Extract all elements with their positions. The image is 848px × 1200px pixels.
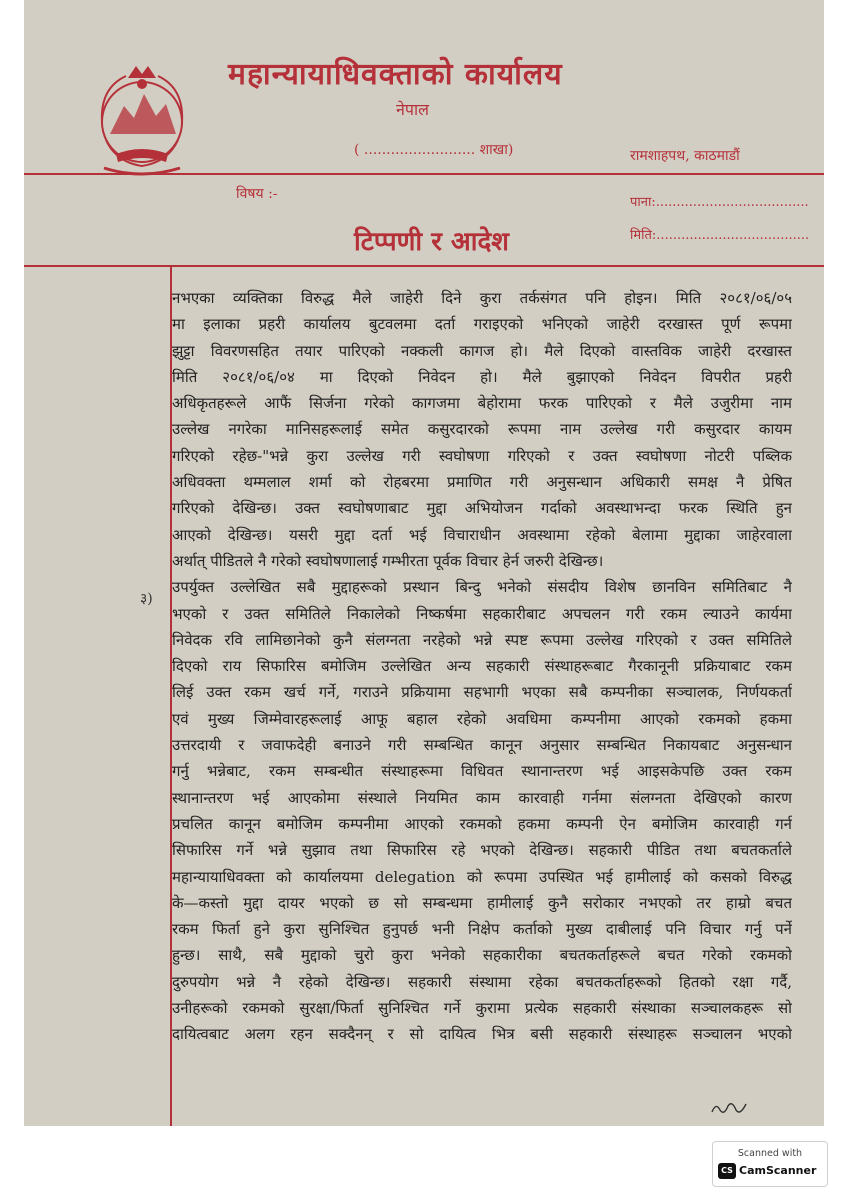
page-number-field: पाना:..................................... — [630, 195, 809, 210]
document-page — [24, 0, 824, 1126]
body-line: नभएका व्यक्तिका विरुद्ध मैले जाहेरी दिने कुरा तर्कसंगत पनि होइन। मिति २०८१/०६/०५ — [172, 289, 792, 307]
scanner-name: CamScanner — [739, 1164, 817, 1177]
header-divider — [24, 173, 824, 175]
body-line: लिई उक्त रकम खर्च गर्ने, गराउने प्रक्रियामा सहभागी भएका सबै कम्पनीका सञ्चालक, निर्णयकर्ता — [172, 683, 792, 702]
body-line: अधिवक्ता थम्मलाल शर्मा को रोहबरमा प्रमाणित गरी अनुसन्धान अधिकारी समक्ष नै प्रेषित — [172, 473, 792, 492]
body-line: प्रचलित कानून बमोजिम कम्पनीमा आएको रकमको हकमा कम्पनी ऐन बमोजिम कारवाही गर्न — [172, 814, 792, 833]
body-line: भएको र उक्त समितिले निकालेको निष्कर्षमा सहकारीबाट अपचलन गरी रकम ल्याउने कार्यमा — [172, 604, 792, 623]
body-line: रकम फिर्ता हुने कुरा सुनिश्चित हुनुपर्छ भनी निक्षेप कर्ताको मुख्य दाबीलाई पनि विचार गर्नु पर्ने — [172, 920, 792, 939]
page-heading: टिप्पणी र आदेश — [354, 227, 509, 257]
body-line: झुट्टा विवरणसहित तयार पारिएको नक्कली कागज हो। मैले दिएको वास्तविक जाहेरी दरखास्त — [172, 341, 792, 360]
body-line: मा इलाका प्रहरी कार्यालय बुटवलमा दर्ता गराइएको भनिएको जाहेरी दरखास्त पूर्ण रूपमा — [172, 315, 792, 334]
handwritten-initial — [708, 1098, 752, 1118]
body-line: महान्यायाधिवक्ता को कार्यालयमा delegation को रूपमा उपस्थित भई हामीलाई को कसको विरुद्ध — [172, 867, 792, 886]
body-line: दायित्वबाट अलग रहन सक्दैनन् र सो दायित्व भित्र बसी सहकारी संस्थाहरू सञ्चालन भएको — [172, 1025, 792, 1044]
note-body — [172, 285, 792, 1048]
heading-divider — [24, 265, 824, 267]
camscanner-badge — [712, 1141, 828, 1187]
body-line: उल्लेख नगरेका मानिसहरूलाई समेत कसुरदारको रूपमा नाम उल्लेख गरी कसुरदार कायम — [172, 420, 792, 439]
body-line: सिफारिस गर्ने भन्ने सुझाव तथा सिफारिस रहे भएको देखिन्छ। सहकारी पीडित तथा बचतकर्ताले — [172, 841, 792, 860]
body-line: एवं मुख्य जिम्मेवारहरूलाई आफू बहाल रहेको अवधिमा कम्पनीमा आएको रकमको हकमा — [172, 709, 792, 728]
body-line: गरिएको रहेछ-"भन्ने कुरा उल्लेख गरी स्वघोषणा गरिएको र उक्त स्वघोषणा नोटरी पब्लिक — [172, 446, 792, 465]
body-line: दुरुपयोग भन्ने नै रहेको देखिन्छ। सहकारी संस्थामा रहेका बचतकर्ताहरूको हितको रक्षा गर्दै, — [172, 972, 792, 991]
nepal-emblem-icon — [86, 58, 198, 182]
point-marker: ३) — [140, 591, 153, 607]
office-title: महान्यायाधिवक्ताको कार्यालय — [228, 57, 563, 92]
body-line: उपर्युक्त उल्लेखित सबै मुद्दाहरूको प्रस्थान बिन्दु भनेको संसदीय विशेष छानविन समितिबाट नै — [172, 578, 792, 597]
body-line: हुन्छ। साथै, सबै मुद्दाको चुरो कुरा भनेको सहकारीका बचतकर्ताहरूले बचत गरेको रकमको — [172, 946, 792, 965]
body-line: अधिकृतहरूले आफैं सिर्जना गरेको कागजमा बेहोरामा फरक पारिएको र मैले उजुरीमा नाम — [172, 394, 792, 413]
country-label: नेपाल — [396, 100, 429, 119]
body-line: मिति २०८१/०६/०४ मा दिएको निवेदन हो। मैले बुझाएको निवेदन विपरीत प्रहरी — [172, 367, 792, 386]
body-line: दिएको राय सिफारिस बमोजिम उल्लेखित अन्य सहकारी संस्थाहरूबाट गैरकानूनी प्रक्रियाबाट रकम — [172, 657, 792, 676]
body-line: उत्तरदायी र जवाफदेही बनाउने गरी सम्बन्धित कानून अनुसार सम्बन्धित निकायबाट अनुसन्धान — [172, 736, 792, 755]
body-line: अर्थात् पीडितले नै गरेको स्वघोषणालाई गम्भीरता पूर्वक विचार हेर्न जरुरी देखिन्छ। — [172, 551, 604, 570]
body-line: स्थानान्तरण भई आएकोमा संस्थाले नियमित काम कारवाही गर्नमा संलग्नता देखिएको कारण — [172, 788, 792, 807]
body-line: गर्नु भन्नेबाट, रकम सम्बन्धीत संस्थाहरूमा विधिवत स्थानान्तरण भई आइसकेपछि उक्त रकम — [172, 762, 792, 781]
body-line: आएको देखिन्छ। यसरी मुद्दा दर्ता भई विचाराधीन अवस्थामा रहेको बेलामा मुद्दाका जाहेरवाला — [172, 525, 792, 544]
subject-label: विषय :- — [236, 186, 278, 202]
scanner-caption: Scanned with — [737, 1148, 803, 1159]
branch-label: ( ......................... शाखा) — [354, 142, 514, 158]
office-address: रामशाहपथ, काठमाडौं — [630, 148, 740, 164]
date-field: मिति:..................................... — [630, 228, 810, 243]
body-line: उनीहरूको रकमको सुरक्षा/फिर्ता सुनिश्चित गर्ने कुरामा प्रत्येक सहकारी संस्थाका सञ्चालकहरू सो — [172, 999, 792, 1018]
body-line: गरिएको देखिन्छ। उक्त स्वघोषणाबाट मुद्दा अभियोजन गर्दाको अवस्थाभन्दा फरक स्थिति हुन — [172, 499, 792, 518]
body-line: के—कस्तो मुद्दा दायर भएको छ सो सम्बन्धमा हामीलाई कुनै सरोकार नभएको तर हाम्रो बचत — [172, 893, 792, 912]
camscanner-logo-icon: CS — [718, 1163, 736, 1179]
body-line: निवेदक रवि लामिछानेको कुनै संलग्नता नरहेको भन्ने स्पष्ट रूपमा उल्लेख गरिएको र उक्त समितिले — [172, 630, 792, 649]
